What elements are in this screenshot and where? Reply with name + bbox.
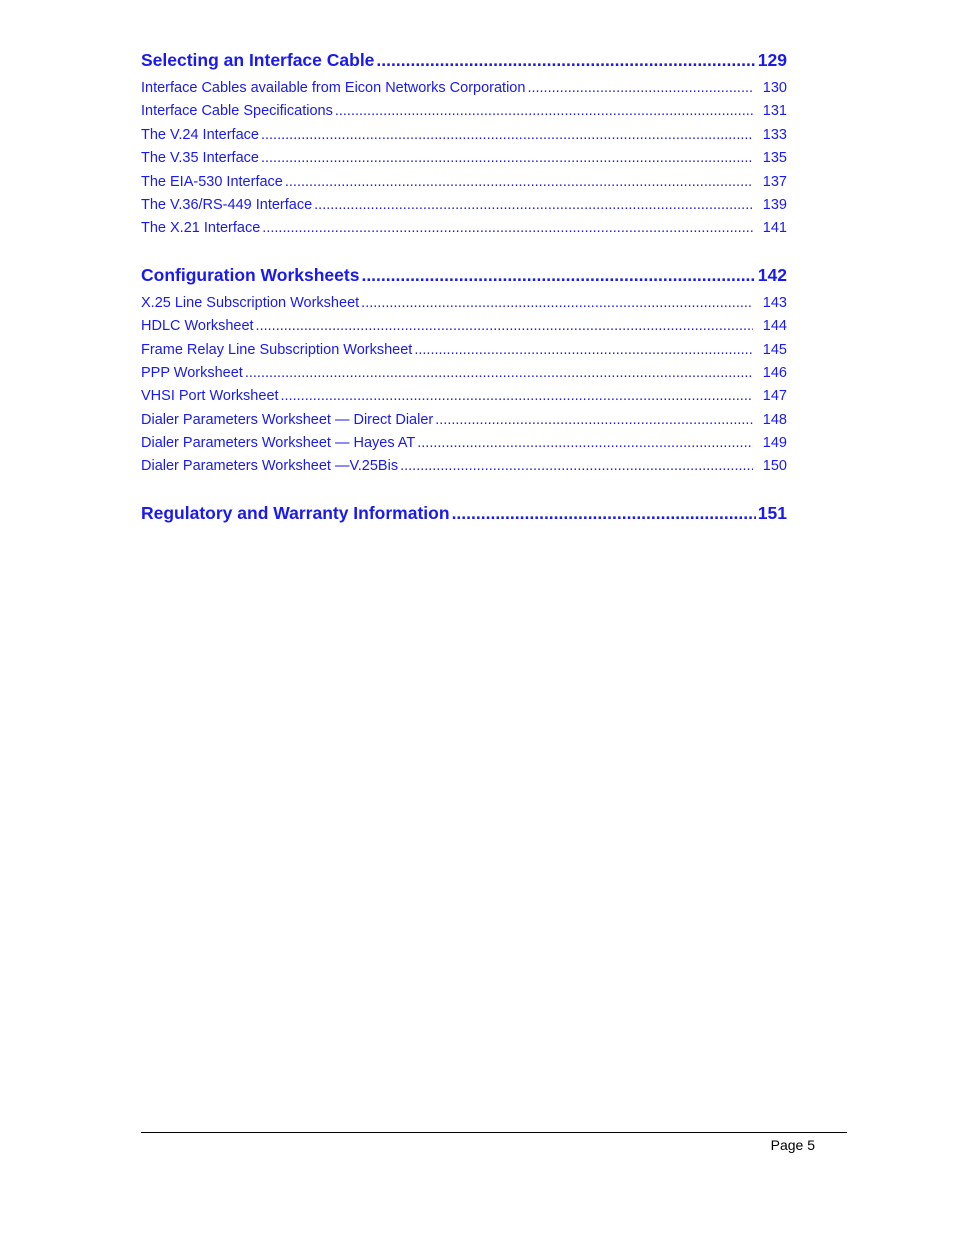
toc-entry-link[interactable] xyxy=(141,171,787,194)
toc-entry-link[interactable] xyxy=(141,315,787,338)
toc-entry-page: 130 xyxy=(762,80,787,96)
toc-entry-page: 143 xyxy=(762,294,787,311)
toc-entry-link[interactable] xyxy=(141,194,787,217)
toc-heading-page: 151 xyxy=(757,502,787,523)
toc-entry-title: The V.36/RS-449 Interface xyxy=(141,196,313,213)
table-of-contents xyxy=(141,47,787,530)
toc-entry-title: X.25 Line Subscription Worksheet xyxy=(141,294,360,311)
toc-entry-page: 139 xyxy=(762,196,787,213)
toc-heading-title: Configuration Worksheets xyxy=(141,264,360,285)
dot-leader xyxy=(414,339,753,362)
toc-entry-title: The V.35 Interface xyxy=(141,150,259,167)
toc-entry-link[interactable] xyxy=(141,77,787,100)
toc-entry-title: The EIA-530 Interface xyxy=(141,173,283,190)
toc-heading-page: 142 xyxy=(757,264,787,285)
toc-section xyxy=(141,47,787,241)
toc-entry-link[interactable] xyxy=(141,124,787,147)
toc-entry-link[interactable] xyxy=(141,409,787,432)
toc-entry-page: 144 xyxy=(762,318,787,335)
toc-entry-page: 145 xyxy=(762,341,787,358)
dot-leader xyxy=(261,124,753,147)
toc-heading-link[interactable] xyxy=(141,47,787,74)
toc-entry-link[interactable] xyxy=(141,147,787,170)
dot-leader xyxy=(262,217,753,240)
toc-entry-title: Interface Cable Specifications xyxy=(141,103,333,120)
dot-leader xyxy=(361,292,753,315)
toc-entry-title: The X.21 Interface xyxy=(141,220,261,237)
toc-entry-link[interactable] xyxy=(141,455,787,478)
toc-heading-link[interactable] xyxy=(141,262,787,289)
toc-heading-title: Regulatory and Warranty Information xyxy=(141,502,450,523)
toc-entry-title: Dialer Parameters Worksheet —V.25Bis xyxy=(141,458,399,475)
toc-entry-title: Interface Cables available from Eicon Networks Corporation xyxy=(141,80,526,96)
toc-entry-page: 150 xyxy=(762,458,787,475)
toc-entry-title: HDLC Worksheet xyxy=(141,318,254,335)
dot-leader xyxy=(285,171,753,194)
toc-heading-link[interactable] xyxy=(141,500,787,527)
dot-leader xyxy=(335,100,753,123)
toc-entry-link[interactable] xyxy=(141,339,787,362)
page-number: Page 5 xyxy=(770,1137,815,1153)
toc-entry-link[interactable] xyxy=(141,385,787,408)
toc-entry-link[interactable] xyxy=(141,292,787,315)
dot-leader xyxy=(245,362,753,385)
dot-leader xyxy=(400,455,753,478)
toc-entry-title: Dialer Parameters Worksheet — Direct Dialer xyxy=(141,411,434,428)
dot-leader xyxy=(261,147,753,170)
toc-entry-link[interactable] xyxy=(141,432,787,455)
toc-entry-title: VHSI Port Worksheet xyxy=(141,388,279,405)
toc-entry-title: Frame Relay Line Subscription Worksheet xyxy=(141,341,413,358)
toc-heading-title: Selecting an Interface Cable xyxy=(141,50,375,70)
toc-entry-title: PPP Worksheet xyxy=(141,364,243,381)
toc-entry-link[interactable] xyxy=(141,362,787,385)
toc-entry-title: The V.24 Interface xyxy=(141,126,259,143)
toc-entry-link[interactable] xyxy=(141,100,787,123)
toc-entry-page: 135 xyxy=(762,150,787,167)
toc-entry-page: 133 xyxy=(762,126,787,143)
dot-leader xyxy=(281,385,753,408)
toc-entry-page: 146 xyxy=(762,364,787,381)
dot-leader xyxy=(376,47,755,74)
dot-leader xyxy=(314,194,753,217)
dot-leader xyxy=(417,432,753,455)
toc-entry-page: 148 xyxy=(762,411,787,428)
dot-leader xyxy=(435,409,753,432)
toc-entry-page: 141 xyxy=(762,220,787,237)
dot-leader xyxy=(452,500,756,527)
toc-entry-page: 147 xyxy=(762,388,787,405)
footer-divider xyxy=(141,1132,847,1133)
toc-section xyxy=(141,262,787,479)
toc-heading-page: 129 xyxy=(757,50,787,70)
dot-leader xyxy=(256,315,753,338)
toc-entry-page: 149 xyxy=(762,435,787,452)
toc-entry-link[interactable] xyxy=(141,217,787,240)
toc-entry-page: 131 xyxy=(762,103,787,120)
dot-leader xyxy=(361,262,755,289)
toc-entry-page: 137 xyxy=(762,173,787,190)
dot-leader xyxy=(527,77,753,100)
toc-entry-title: Dialer Parameters Worksheet — Hayes AT xyxy=(141,435,416,452)
toc-section xyxy=(141,500,787,527)
